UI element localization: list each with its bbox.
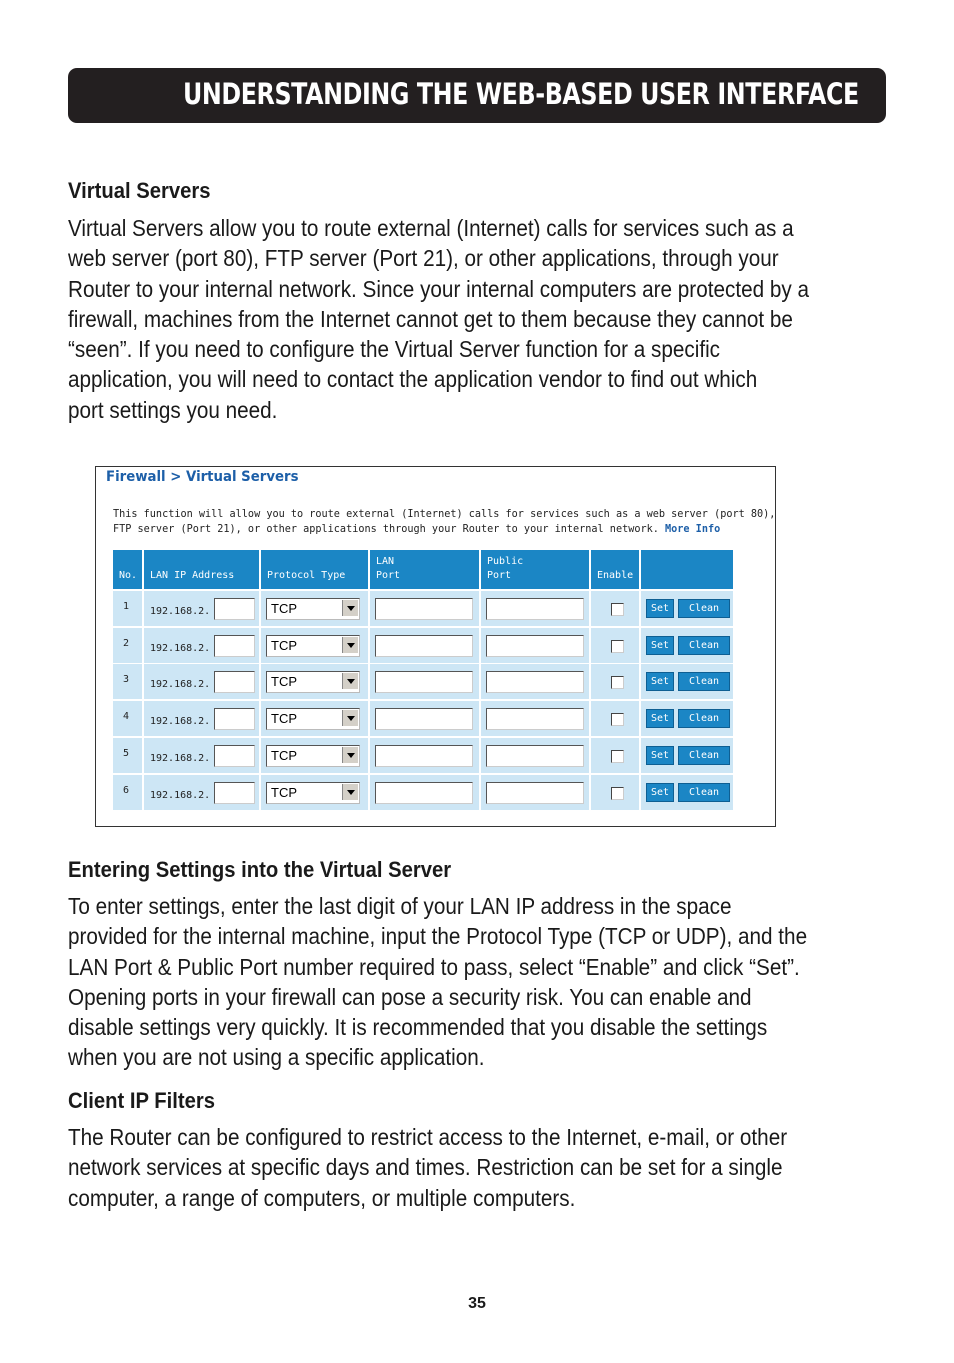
page-number: 35 — [468, 1295, 486, 1312]
cell-public-port — [481, 591, 589, 626]
header-enable — [591, 550, 639, 589]
header-lan-ip — [144, 550, 259, 589]
cell-protocol — [261, 775, 368, 810]
cell-enable — [591, 775, 639, 810]
cell-actions — [641, 628, 733, 663]
cell-lan-ip — [144, 628, 259, 663]
ip-last-digit-input[interactable] — [214, 708, 255, 730]
paragraph-virtual-servers — [68, 213, 815, 425]
cell-lan-ip — [144, 664, 259, 699]
header-public-port — [481, 550, 589, 589]
cell-public-port — [481, 738, 589, 773]
enable-checkbox[interactable] — [611, 676, 624, 689]
protocol-value: TCP — [271, 601, 297, 616]
text-line: LAN Port & Public Port number required to pass, select “Enable” and click “Set”. — [68, 953, 800, 980]
text-line: network services at specific days and times. Restriction can be set for a single — [68, 1154, 783, 1181]
lan-port-input[interactable] — [375, 708, 473, 730]
protocol-select[interactable] — [266, 782, 360, 804]
cell-lan-port — [370, 628, 479, 663]
protocol-select[interactable] — [266, 635, 360, 657]
header-no — [113, 550, 142, 589]
enable-checkbox[interactable] — [611, 713, 624, 726]
cell-protocol — [261, 591, 368, 626]
protocol-value: TCP — [271, 747, 297, 763]
cell-lan-port — [370, 738, 479, 773]
set-button[interactable]: Set — [646, 599, 674, 618]
lan-port-input[interactable] — [375, 745, 473, 767]
heading-client-ip-filters: Client IP Filters — [68, 1088, 215, 1113]
public-port-input[interactable] — [486, 708, 584, 730]
protocol-select[interactable] — [266, 671, 360, 693]
cell-no — [113, 628, 142, 663]
text-line: disable settings very quickly. It is recommended that you disable the settings — [68, 1014, 768, 1041]
chevron-down-icon[interactable] — [342, 710, 358, 726]
cell-protocol — [261, 701, 368, 736]
header-lan-port-label: LAN Port — [376, 556, 401, 581]
ip-last-digit-input[interactable] — [214, 745, 255, 767]
header-protocol-label: Protocol Type — [267, 570, 346, 581]
cell-no — [113, 701, 142, 736]
chevron-down-icon[interactable] — [342, 784, 358, 800]
text-line: computer, a range of computers, or multiple computers. — [68, 1184, 576, 1211]
row-number: 6 — [123, 784, 130, 796]
cell-lan-ip — [144, 738, 259, 773]
text-line: web server (port 80), FTP server (Port 21), or other applications, through your — [68, 245, 779, 272]
public-port-input[interactable] — [486, 598, 584, 620]
more-info-link[interactable]: More Info — [665, 524, 721, 535]
cell-public-port — [481, 775, 589, 810]
row-number: 3 — [123, 674, 130, 686]
cell-lan-port — [370, 664, 479, 699]
cell-lan-ip — [144, 591, 259, 626]
header-actions — [641, 550, 733, 589]
cell-protocol — [261, 664, 368, 699]
chevron-down-icon[interactable] — [342, 600, 358, 616]
table-row — [113, 701, 733, 736]
text-line: application, you will need to contact the application vendor to find out which — [68, 366, 758, 393]
clean-button[interactable]: Clean — [678, 636, 730, 655]
ip-last-digit-input[interactable] — [214, 635, 255, 657]
header-public-port-label: Public Port — [487, 556, 524, 581]
screenshot-description — [113, 507, 775, 537]
text-line: Virtual Servers allow you to route external (Internet) calls for services such as a — [68, 215, 794, 241]
protocol-select[interactable] — [266, 745, 360, 767]
text-line: “seen”. If you need to configure the Virtual Server function for a specific — [68, 336, 721, 363]
text-line: The Router can be configured to restrict access to the Internet, e-mail, or other — [68, 1124, 788, 1150]
ip-last-digit-input[interactable] — [214, 671, 255, 693]
lan-port-input[interactable] — [375, 598, 473, 620]
protocol-value: TCP — [271, 637, 297, 653]
chevron-down-icon[interactable] — [342, 637, 358, 653]
screenshot-title: Firewall > Virtual Servers — [106, 469, 299, 485]
public-port-input[interactable] — [486, 745, 584, 767]
virtual-servers-screenshot — [95, 466, 776, 827]
enable-checkbox[interactable] — [611, 603, 624, 616]
cell-public-port — [481, 628, 589, 663]
protocol-value: TCP — [271, 674, 297, 690]
cell-public-port — [481, 664, 589, 699]
cell-enable — [591, 628, 639, 663]
description-text: FTP server (Port 21), or other applications through your Router to your internal network. — [113, 524, 659, 535]
text-line: To enter settings, enter the last digit of your LAN IP address in the space — [68, 893, 732, 919]
description-line: This function will allow you to route external (Internet) calls for services such as a web server (port 80), — [113, 509, 776, 520]
cell-no — [113, 591, 142, 626]
cell-enable — [591, 701, 639, 736]
set-button[interactable]: Set — [646, 709, 674, 728]
table-row — [113, 591, 733, 626]
cell-no — [113, 664, 142, 699]
text-line: Opening ports in your firewall can pose a security risk. You can enable and — [68, 983, 752, 1010]
enable-checkbox[interactable] — [611, 640, 624, 653]
table-row — [113, 738, 733, 773]
header-enable-label: Enable — [597, 570, 634, 581]
cell-enable — [591, 664, 639, 699]
cell-protocol — [261, 628, 368, 663]
protocol-value: TCP — [271, 784, 297, 800]
cell-lan-port — [370, 701, 479, 736]
set-button[interactable]: Set — [646, 746, 674, 765]
heading-virtual-servers: Virtual Servers — [68, 178, 211, 203]
cell-public-port — [481, 701, 589, 736]
public-port-input[interactable] — [486, 782, 584, 804]
banner-title: UNDERSTANDING THE WEB-BASED USER INTERFACE — [183, 77, 859, 111]
text-line: port settings you need. — [68, 396, 278, 423]
lan-port-input[interactable] — [375, 635, 473, 657]
table-row — [113, 628, 733, 663]
description-line-2 — [113, 522, 775, 537]
lan-port-input[interactable] — [375, 782, 473, 804]
ip-last-digit-input[interactable] — [214, 782, 255, 804]
ip-prefix: 192.168.2. — [150, 716, 211, 728]
protocol-value: TCP — [271, 711, 297, 727]
ip-prefix: 192.168.2. — [150, 606, 211, 617]
cell-lan-port — [370, 775, 479, 810]
ip-prefix: 192.168.2. — [150, 642, 211, 654]
row-number: 4 — [123, 711, 130, 723]
ip-prefix: 192.168.2. — [150, 752, 211, 764]
cell-enable — [591, 591, 639, 626]
cell-actions — [641, 591, 733, 626]
header-lan-ip-label: LAN IP Address — [150, 570, 235, 581]
protocol-select[interactable] — [266, 598, 360, 620]
cell-no — [113, 738, 142, 773]
cell-actions — [641, 775, 733, 810]
page-banner — [68, 68, 886, 123]
table-row — [113, 775, 733, 810]
row-number: 2 — [123, 637, 130, 649]
text-line: firewall, machines from the Internet cannot get to them because they cannot be — [68, 305, 793, 332]
text-line: when you are not using a specific application. — [68, 1044, 485, 1071]
cell-no — [113, 775, 142, 810]
clean-button[interactable]: Clean — [678, 672, 730, 691]
clean-button[interactable]: Clean — [678, 746, 730, 765]
set-button[interactable]: Set — [646, 636, 674, 655]
clean-button[interactable]: Clean — [678, 783, 730, 802]
ip-last-digit-input[interactable] — [214, 598, 255, 620]
cell-lan-port — [370, 591, 479, 626]
table-row — [113, 664, 733, 699]
paragraph-client-ip-filters — [68, 1122, 815, 1213]
cell-actions — [641, 701, 733, 736]
paragraph-entering-settings — [68, 891, 815, 1073]
enable-checkbox[interactable] — [611, 787, 624, 800]
row-number: 5 — [123, 747, 130, 759]
row-number: 1 — [123, 601, 130, 612]
header-no-label: No. — [119, 570, 138, 581]
clean-button[interactable]: Clean — [678, 709, 730, 728]
lan-port-input[interactable] — [375, 671, 473, 693]
cell-actions — [641, 738, 733, 773]
header-protocol — [261, 550, 368, 589]
clean-button[interactable]: Clean — [678, 599, 730, 618]
cell-lan-ip — [144, 775, 259, 810]
virtual-servers-table — [113, 550, 733, 812]
enable-checkbox[interactable] — [611, 750, 624, 763]
public-port-input[interactable] — [486, 671, 584, 693]
heading-entering-settings: Entering Settings into the Virtual Server — [68, 857, 452, 882]
cell-protocol — [261, 738, 368, 773]
set-button[interactable]: Set — [646, 672, 674, 691]
cell-enable — [591, 738, 639, 773]
header-lan-port — [370, 550, 479, 589]
text-line: Router to your internal network. Since your internal computers are protected by a — [68, 275, 809, 302]
public-port-input[interactable] — [486, 635, 584, 657]
set-button[interactable]: Set — [646, 783, 674, 802]
cell-actions — [641, 664, 733, 699]
cell-lan-ip — [144, 701, 259, 736]
chevron-down-icon[interactable] — [342, 673, 358, 689]
protocol-select[interactable] — [266, 708, 360, 730]
ip-prefix: 192.168.2. — [150, 679, 211, 691]
ip-prefix: 192.168.2. — [150, 789, 211, 801]
text-line: provided for the internal machine, input the Protocol Type (TCP or UDP), and the — [68, 923, 808, 950]
chevron-down-icon[interactable] — [342, 747, 358, 763]
table-header-row — [113, 550, 733, 589]
